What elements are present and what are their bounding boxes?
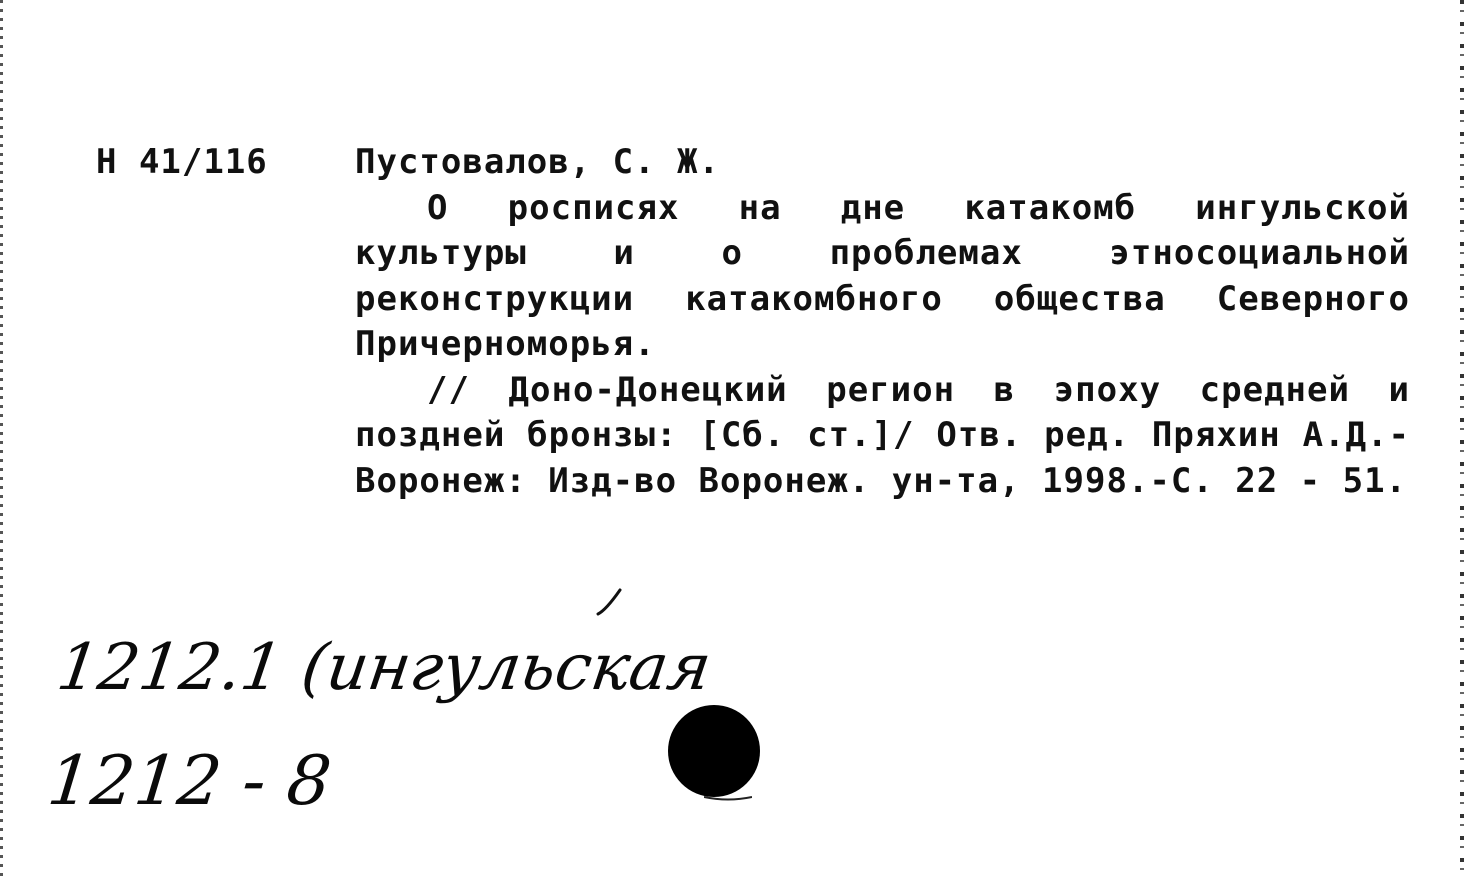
handwritten-classification-1: 1212.1 (ингульская (52, 631, 716, 705)
punch-hole (668, 705, 760, 797)
shelfmark: Н 41/116 (96, 142, 268, 182)
pen-tick-mark (596, 588, 622, 618)
card-left-edge (0, 0, 3, 880)
bibliographic-entry (355, 140, 1410, 504)
handwritten-classification-2: 1212 - 8 (43, 742, 335, 821)
punch-hole-shadow (704, 795, 752, 801)
title: О росписях на дне катакомб ингульской культуры и о проблемах этносоциальной реконструкции катакомбного общества Северного Причерноморья. (355, 187, 1410, 364)
source: // Доно-Донецкий регион в эпоху средней и поздней бронзы: [Сб. ст.]/ Отв. ред. Пряхин А.Д.- Воронеж: Изд-во Воронеж. ун-та, 1998.-С. 22 - 51. (355, 369, 1410, 501)
author: Пустовалов, С. Ж. (355, 142, 720, 182)
card-right-edge (1460, 0, 1464, 880)
